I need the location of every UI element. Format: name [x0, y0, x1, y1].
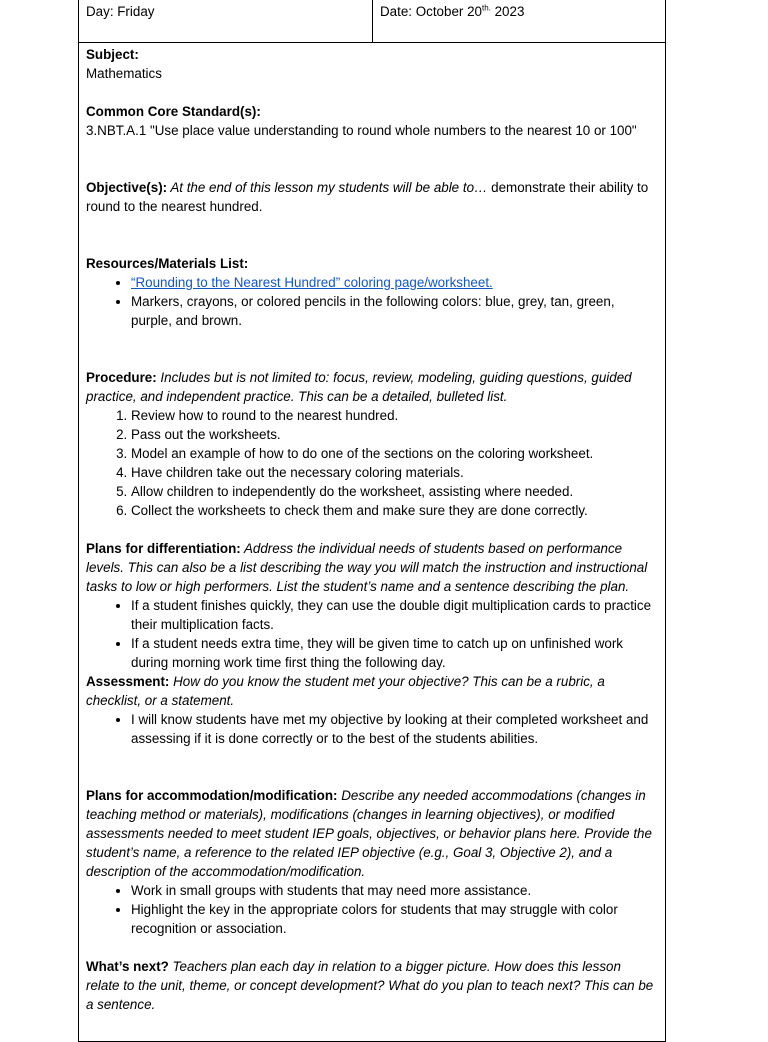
list-item: • If a student finishes quickly, they can use the double digit multiplication cards to practice their multiplication facts.: [131, 596, 658, 634]
header-row: [78, 0, 666, 43]
lesson-body: [78, 42, 666, 1042]
day-cell: [79, 0, 373, 42]
date-ordinal: th.: [481, 3, 491, 13]
date-cell: [373, 0, 665, 42]
assessment-label: Assessment:: [86, 674, 170, 689]
worksheet-link[interactable]: “Rounding to the Nearest Hundred” coloring page/worksheet.: [131, 275, 493, 290]
list-item: 5. Allow children to independently do the worksheet, assisting where needed.: [131, 482, 658, 501]
list-item: 2. Pass out the worksheets.: [131, 425, 658, 444]
resources-list: [86, 273, 658, 330]
resources-section: [86, 254, 658, 330]
whats-next-section: [86, 957, 658, 1014]
procedure-steps: [86, 406, 658, 520]
accommodation-section: [86, 786, 658, 938]
list-item: [131, 273, 658, 292]
whats-next-prompt: Teachers plan each day in relation to a bigger picture. How does this lesson relate to the unit, theme, or concept development? What do you plan to teach next? This can be a sentence.: [86, 959, 654, 1012]
list-item: 3. Model an example of how to do one of the sections on the coloring worksheet.: [131, 444, 658, 463]
date-text: Date: October 20: [380, 4, 482, 19]
subject-section: [86, 45, 658, 83]
standard-value: 3.NBT.A.1 "Use place value understanding to round whole numbers to the nearest 10 or 100": [86, 123, 637, 138]
list-item: • If a student needs extra time, they will be given time to catch up on unfinished work during morning work time first thing the following day.: [131, 634, 658, 672]
objective-prompt: At the end of this lesson my students will be able to…: [167, 180, 488, 195]
list-item: 6. Collect the worksheets to check them and make sure they are done correctly.: [131, 501, 658, 520]
date-year: 2023: [490, 4, 525, 19]
list-item: • I will know students have met my objective by looking at their completed worksheet and assessing if it is done correctly or to the best of the students abilities.: [131, 710, 658, 748]
day-text: Day: Friday: [86, 4, 155, 19]
differentiation-prompt: Address the individual needs of students based on performance levels. This can also be a list describing the way you will match the instruction and instructional tasks to low or high performers. List the student’s name and a sentence describing the plan.: [86, 541, 648, 594]
objective-label: Objective(s):: [86, 180, 168, 195]
accommodation-prompt: Describe any needed accommodations (changes in teaching method or materials), modifications (changes in learning objectives), or modified assessments needed to meet student IEP goals, objectives, or behavior plans here. Provide the student’s name, a reference to the related IEP objective (e.g., Goal 3, Objective 2), and a description of the accommodation/modification.: [86, 788, 652, 879]
list-item: 4. Have children take out the necessary coloring materials.: [131, 463, 658, 482]
accommodation-list: [86, 881, 658, 938]
procedure-label: Procedure:: [86, 370, 157, 385]
assessment-section: [86, 672, 658, 748]
differentiation-list: [86, 596, 658, 672]
list-item: 1. Review how to round to the nearest hundred.: [131, 406, 658, 425]
list-item: • Work in small groups with students that may need more assistance.: [131, 881, 658, 900]
procedure-prompt: Includes but is not limited to: focus, review, modeling, guiding questions, guided practice, and independent practice. This can be a detailed, bulleted list.: [86, 370, 632, 404]
objective-section: [86, 178, 658, 216]
assessment-prompt: How do you know the student met your objective? This can be a rubric, a checklist, or a statement.: [86, 674, 605, 708]
differentiation-label: Plans for differentiation:: [86, 541, 241, 556]
whats-next-label: What’s next?: [86, 959, 169, 974]
objective-value: demonstrate their ability to round to the nearest hundred.: [86, 180, 649, 214]
subject-label: Subject:: [86, 47, 139, 62]
standard-label: Common Core Standard(s):: [86, 104, 261, 119]
accommodation-label: Plans for accommodation/modification:: [86, 788, 338, 803]
standard-section: [86, 102, 658, 140]
list-item: • Highlight the key in the appropriate colors for students that may struggle with color recognition or association.: [131, 900, 658, 938]
procedure-section: [86, 368, 658, 520]
assessment-list: [86, 710, 658, 748]
resources-label: Resources/Materials List:: [86, 256, 249, 271]
list-item: • Markers, crayons, or colored pencils in the following colors: blue, grey, tan, green, purple, and brown.: [131, 292, 658, 330]
subject-value: Mathematics: [86, 66, 162, 81]
differentiation-section: [86, 539, 658, 672]
